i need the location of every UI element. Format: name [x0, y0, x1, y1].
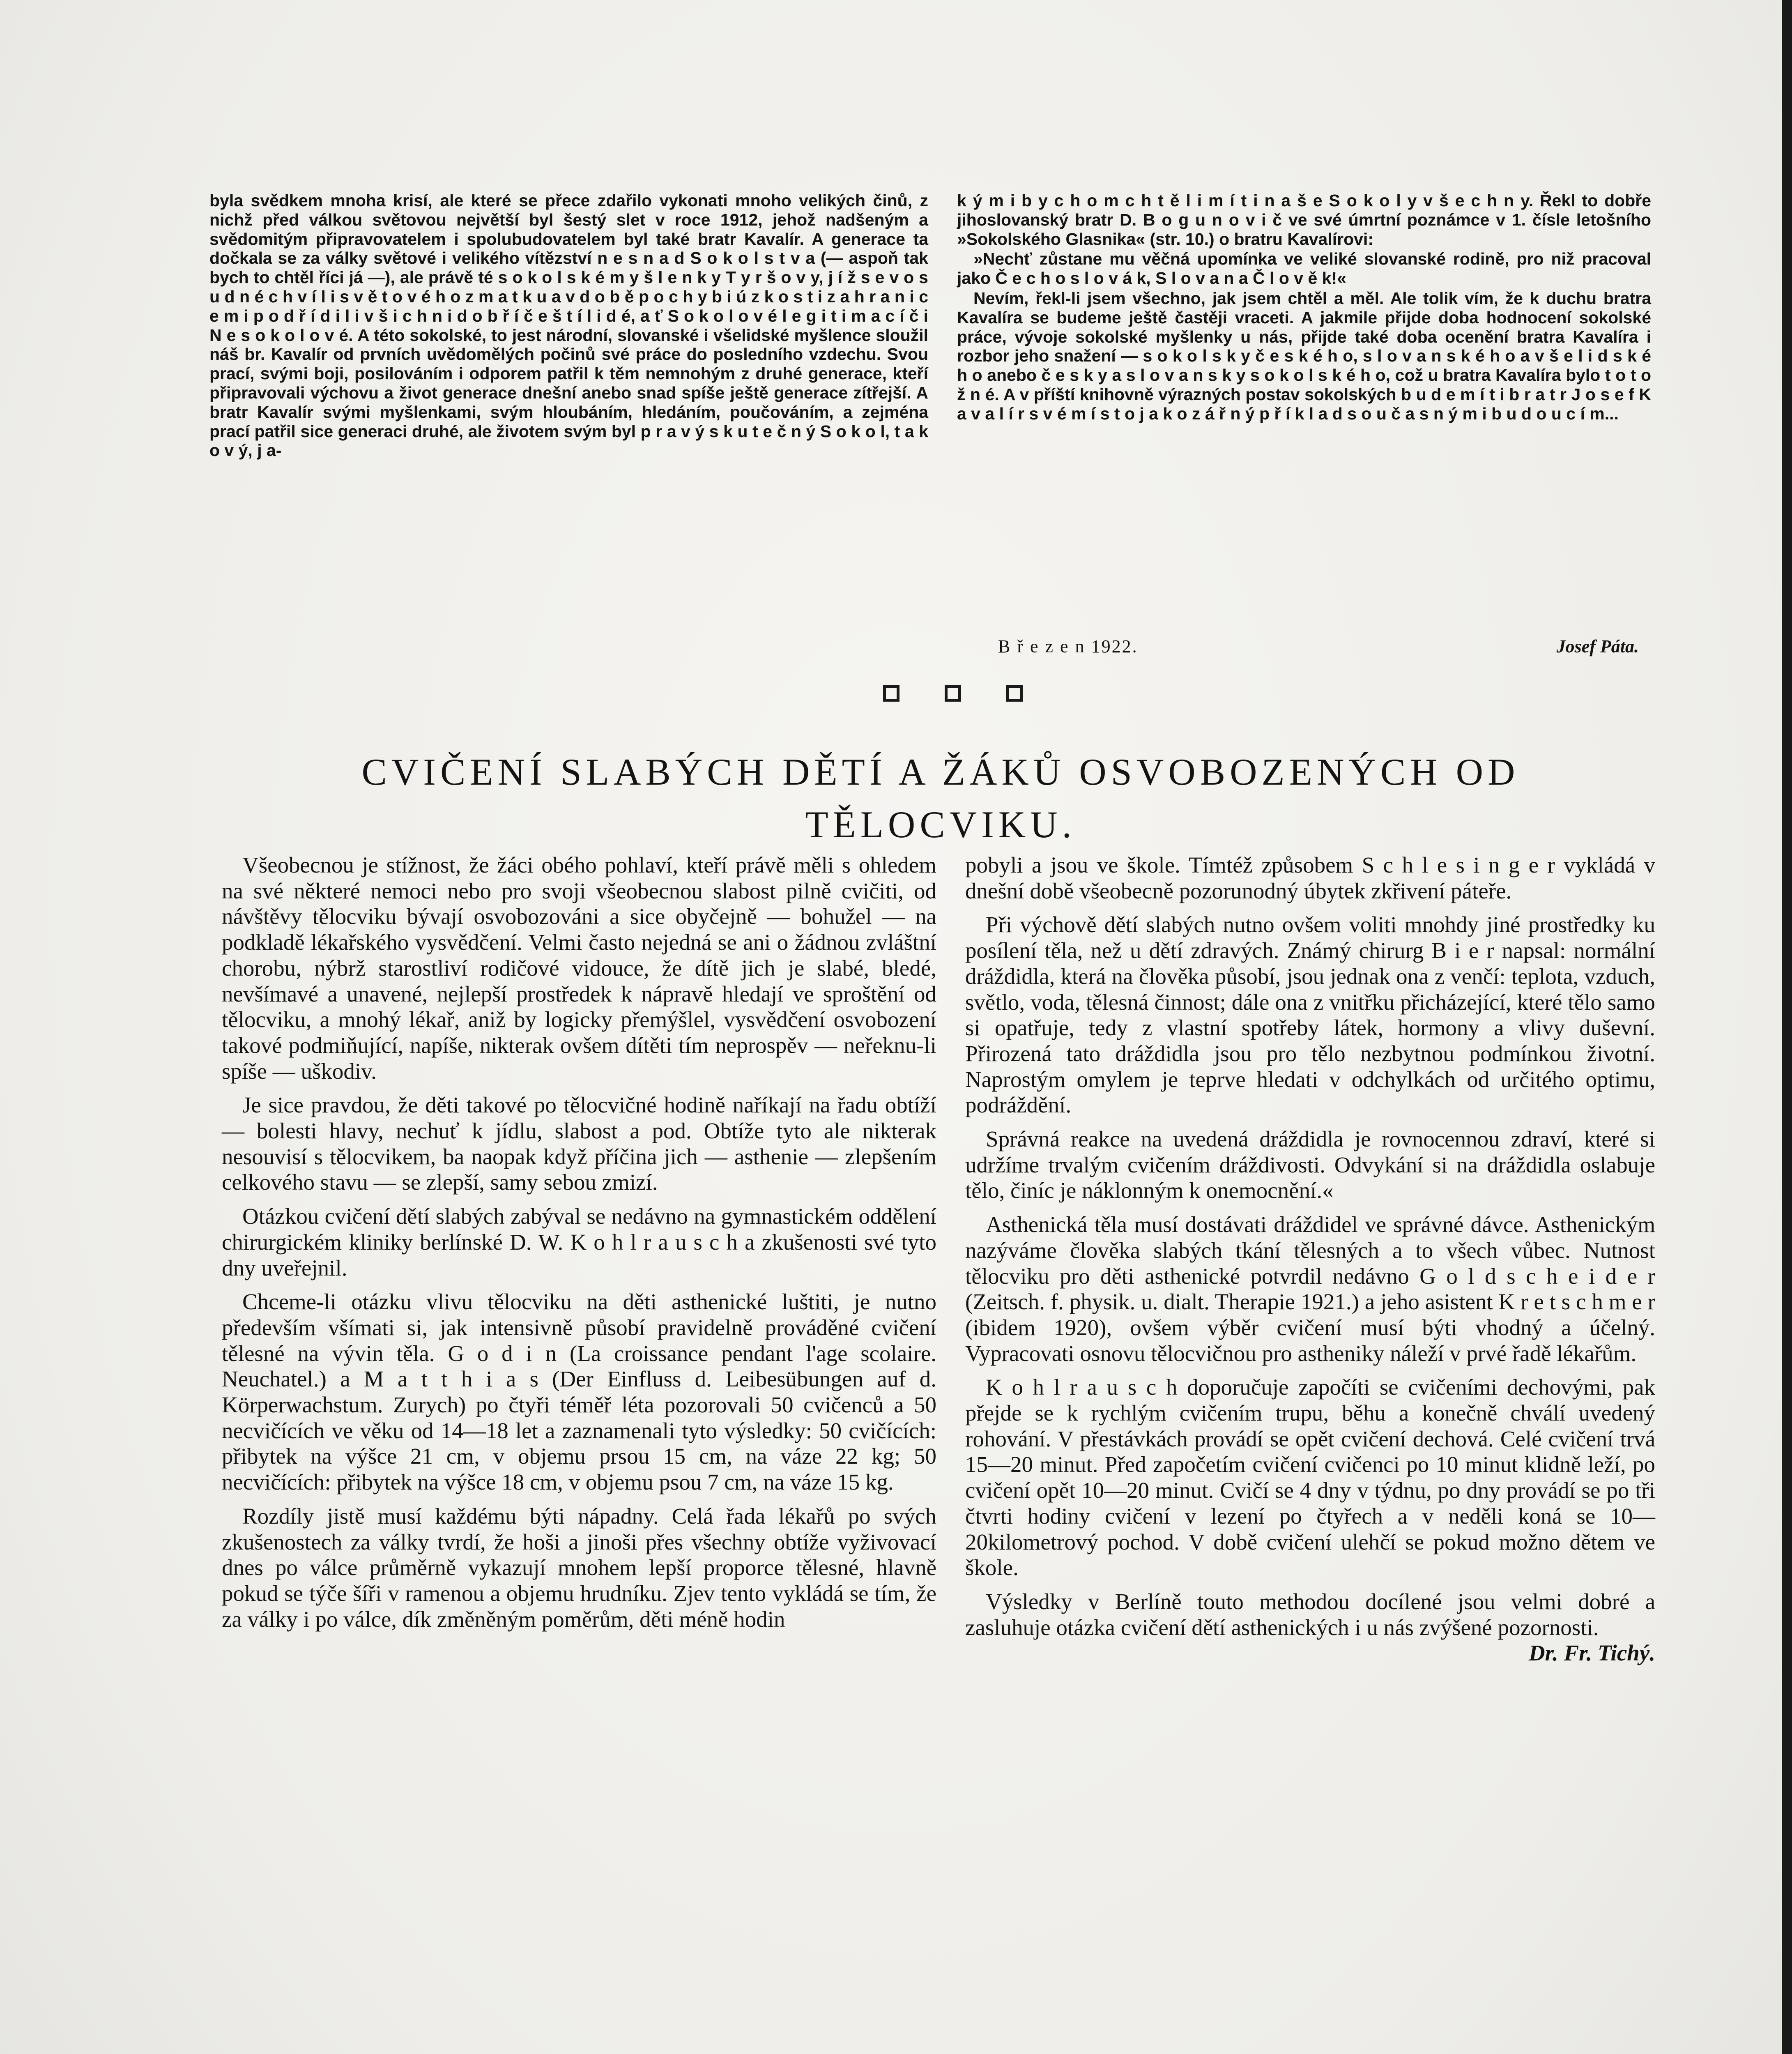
quote-paragraph: »Nechť zůstane mu věčná upomínka ve veliké slovanské rodině, pro niž pracoval jako Č e c h o s l o v á k, S l o v a n a Č l o v ě k!«	[957, 249, 1651, 288]
article-date: B ř e z e n 1922.	[998, 636, 1138, 656]
top-article-signature	[998, 636, 1639, 661]
square-ornament-icon	[945, 685, 961, 702]
section-separator	[875, 685, 1047, 710]
article-author: Dr. Fr. Tichý.	[1528, 1640, 1655, 1666]
paragraph: Nevím, řekl-li jsem všechno, jak jsem chtěl a měl. Ale tolik vím, že k duchu bratra Kavalíra se budeme ještě častěji vraceti. A jakmile přijde doba hodnocení sokolské práce, vývoje sokolské myšlenky u nás, přijde také doba ocenění bratra Kavalíra i rozbor jeho snažení — s o k o l s k y č e s k é h o, s l o v a n s k é h o a v š e l i d s k é h o anebo č e s k y a s l o v a n s k y s o k o l s k é h o, což u bratra Kavalíra bylo t o t o ž n é. A v příští knihovně výrazných postav sokolských b u d e m í t i b r a t r J o s e f K a v a l í r s v é m í s t o j a k o z á ř n ý p ř í k l a d s o u č a s n ý m i b u d o u c í m...	[957, 288, 1651, 423]
top-article-left-column	[209, 191, 928, 460]
paragraph: Chceme-li otázku vlivu tělocviku na děti asthenické luštiti, je nutno především všímati si, jak intensivně působí pravidelně prováděné cvičení tělesné na vývin těla. G o d i n (La croissance pendant l'age scolaire. Neuchatel.) a M a t t h i a s (Der Einfluss d. Leibesübungen auf d. Körperwachstum. Zurych) po čtyři téměř léta pozorovali 50 cvičenců a 50 necvičících ve věku od 14—18 let a zaznamenali tyto výsledky: 50 cvičících: přibytek na výšce 21 cm, v objemu prsou 15 cm, na váze 22 kg; 50 necvičících: přibytek na výšce 18 cm, v objemu psou 7 cm, na váze 15 kg.	[222, 1289, 936, 1495]
paragraph: Otázkou cvičení dětí slabých zabýval se nedávno na gymnastickém oddělení chirurgickém kliniky berlínské D. W. K o h l r a u s c h a zkušenosti své tyto dny uveřejnil.	[222, 1204, 936, 1280]
top-article-right-column	[957, 191, 1651, 424]
paragraph: Všeobecnou je stížnost, že žáci obého pohlaví, kteří právě měli s ohledem na své některé nemoci nebo pro svoji všeobecnou slabost pilně cvičiti, od návštěvy tělocviku bývají osvobozováni a sice obyčejně — bohužel — na podkladě lékařského vysvědčení. Velmi často nejedná se ani o žádnou zvláštní chorobu, nýbrž starostliví rodičové vidouce, že dítě jich je slabé, bledé, nevšímavé a unavené, nejlepší prostředek k nápravě hledají ve sproštění od tělocviku, a mnohý lékař, aniž by logicky přemýšlel, vysvědčení osvobození takové podmiňující, napíše, nikterak ovšem dítěti tím neprospěv — neřeknu-li spíše — uškodiv.	[222, 852, 936, 1084]
scan-edge-right	[1782, 0, 1792, 2054]
paragraph: Asthenická těla musí dostávati dráždidel ve správné dávce. Asthenickým nazýváme člověka slabých tkání tělesných a to všech vůbec. Nutnost tělocviku pro děti asthenické potvrdil nedávno G o l d s c h e i d e r (Zeitsch. f. physik. u. dialt. Therapie 1921.) a jeho asistent K r e t s c h m e r (ibidem 1920), ovšem výběr cvičení musí býti vhodný a účelný. Vypracovati osnovu tělocvičnou pro astheniky náleží v prvé řadě lékařům.	[965, 1212, 1655, 1366]
article-title: CVIČENÍ SLABÝCH DĚTÍ A ŽÁKŮ OSVOBOZENÝCH OD TĚLOCVIKU.	[361, 751, 1520, 845]
square-ornament-icon	[1006, 685, 1023, 702]
square-ornament-icon	[883, 685, 899, 702]
paragraph: Při výchově dětí slabých nutno ovšem voliti mnohdy jiné prostředky ku posílení těla, než u dětí zdravých. Známý chirurg B i e r napsal: normální dráždidla, která na člověka působí, jsou jednak ona z venčí: teplota, vzduch, světlo, voda, tělesná činnost; dále ona z vnitřku přicházející, které tělo samo si opatřuje, tedy z vlastní spotřeby látek, hormony a vlivy duševní. Přirozená tato dráždidla jsou pro tělo nezbytnou podmínkou životní. Naprostým omylem je teprve hledati v odchylkách od určitého optimu, podráždění.	[965, 912, 1655, 1118]
paragraph: k ý m i b y c h o m c h t ě l i m í t i n a š e S o k o l y v š e c h n y. Řekl to dobře jihoslovanský bratr D. B o g u n o v i č ve své úmrtní poznámce v 1. čísle letošního »Sokolského Glasnika« (str. 10.) o bratru Kavalírovi:	[957, 191, 1651, 249]
article-author: Josef Páta.	[1556, 636, 1639, 656]
paragraph: Správná reakce na uvedená dráždidla je rovnocennou zdraví, které si udržíme trvalým cvičením dráždivosti. Odvykání si na dráždidla oslabuje tělo, činíc je náklonným k onemocnění.«	[965, 1126, 1655, 1203]
paragraph: pobyli a jsou ve škole. Tímtéž způsobem S c h l e s i n g e r vykládá v dnešní době všeobecně pozorunodný úbytek zkřivení páteře.	[965, 852, 1655, 903]
final-paragraph	[965, 1589, 1655, 1666]
paragraph: Je sice pravdou, že děti takové po tělocvičné hodině naříkají na řadu obtíží — bolesti hlavy, nechuť k jídlu, slabost a pod. Obtíže tyto ale nikterak nesouvisí s tělocvikem, ba naopak když příčina jich — asthenie — zlepšením celkového stavu — se zlepší, samy sebou zmizí.	[222, 1092, 936, 1195]
paragraph: Rozdíly jistě musí každému býti nápadny. Celá řada lékařů po svých zkušenostech za války tvrdí, že hoši a jinoši přes všechny obtíže vyživovací dnes po válce průměrně vykazují mnohem lepší proporce tělesné, hlavně pokud se týče šíři v ramenou a objemu hrudníku. Zjev tento vykládá se tím, že za války i po válce, dík změněným poměrům, děti méně hodin	[222, 1503, 936, 1632]
article-right-column	[965, 852, 1655, 1666]
paragraph: byla svědkem mnoha krisí, ale které se přece zdařilo vykonati mnoho velikých činů, z nichž před válkou světovou největší byl šestý slet v roce 1912, jehož nadšeným a svědomitým připravovatelem i spolubudovatelem byl také bratr Kavalír. A generace ta dočkala se za války světové i velikého vítězství n e s n a d S o k o l s t v a (— aspoň tak bych to chtěl říci já —), ale právě té s o k o l s k é m y š l e n k y T y r š o v y, j í ž s e v o s u d n é c h v í l i s v ě t o v é h o z m a t k u a v d o b ě p o c h y b i ú z k o s t i z a h r a n i c e m i p o d ř í d i l i v š i c h n i d o b ř í č e š t í l i d é, a ť S o k o l o v é l e g i t i m a c í č i N e s o k o l o v é. A této sokolské, to jest národní, slovanské i všelidské myšlence sloužil náš br. Kavalír od prvních uvědomělých počinů své práce do posledního vzdechu. Svou prací, svými boji, posilováním i odporem patřil k těm nemnohým z druhé generace, kteří připravovali výchovu a život generace dnešní anebo snad spíše ještě generace zítřejší. A bratr Kavalír svými myšlenkami, svým hloubáním, hledáním, poučováním, a zejména prací patřil sice generaci druhé, ale životem svým byl p r a v ý s k u t e č n ý S o k o l, t a k o v ý, j a-	[209, 191, 928, 460]
paragraph: K o h l r a u s c h doporučuje započíti se cvičeními dechovými, pak přejde se k rychlým cvičením trupu, běhu a konečně chválí uvedený rohování. V přestávkách provádí se opět cvičení dechová. Celé cvičení trvá 15—20 minut. Před započetím cvičení cvičenci po 10 minut klidně leží, po cvičení opět 10—20 minut. Cvičí se 4 dny v týdnu, po dny provádí se po tři čtvrti hodiny cvičení v lezení po čtyřech a v neděli koná se 10—20kilometrový pochod. V době cvičení ulehčí se pokud možno dětem ve škole.	[965, 1375, 1655, 1580]
paragraph-text: Výsledky v Berlíně touto methodou docílené jsou velmi dobré a zasluhuje otázka cvičení dětí asthenických i u nás zvýšené pozornosti.	[965, 1589, 1655, 1640]
article-left-column	[222, 852, 936, 1632]
